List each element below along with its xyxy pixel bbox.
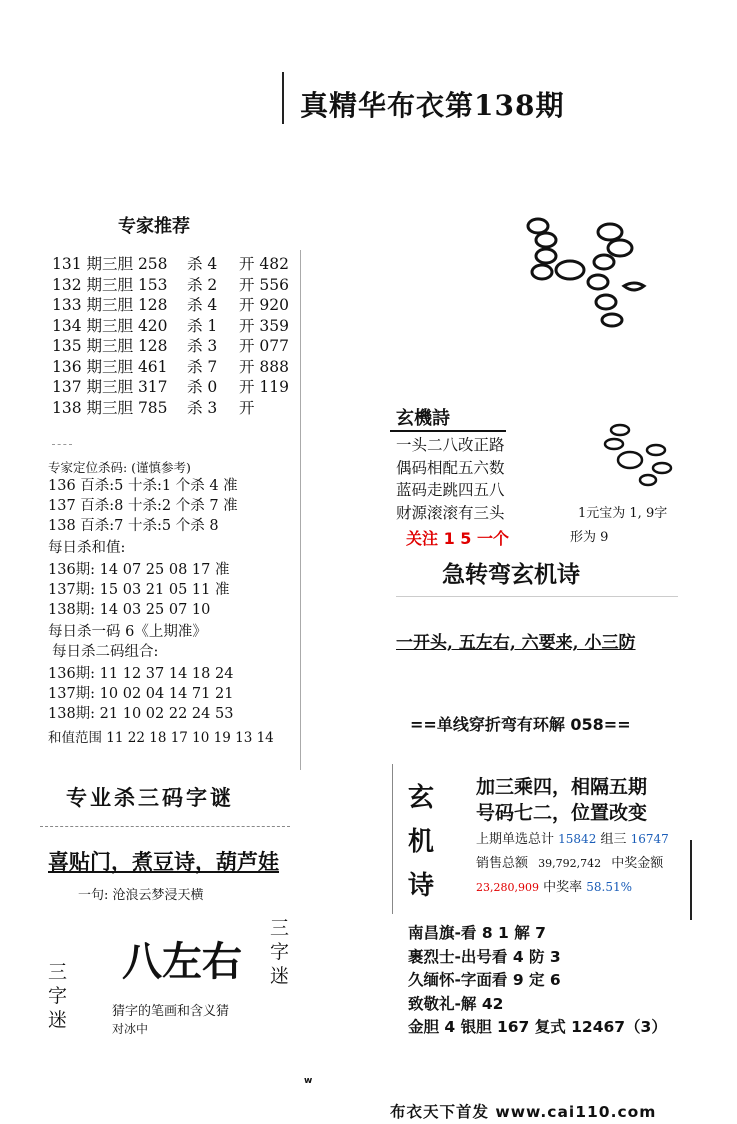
single-line-clue: ==单线穿折弯有环解 058== bbox=[410, 715, 631, 734]
left-edge bbox=[300, 250, 301, 770]
expert-issue: 131 期三胆 258 bbox=[52, 255, 168, 273]
page-title: 真精华布衣第138期 bbox=[300, 89, 565, 122]
divider bbox=[396, 596, 678, 597]
riddle-line: 南昌旗-看 8 1 解 7 bbox=[408, 924, 546, 942]
riddle-line: 裹烈士-出号看 4 防 3 bbox=[408, 947, 561, 966]
rate-value: 58.51% bbox=[586, 880, 633, 894]
expert-kill: 杀 1 bbox=[187, 316, 218, 335]
riddle-banner: 专业杀三码字谜 bbox=[66, 785, 234, 810]
coin-caption-1: 1元宝为 1, 9字 bbox=[578, 506, 668, 521]
expert-open: 开 bbox=[239, 398, 255, 417]
coin-caption-2: 形为 9 bbox=[570, 530, 609, 545]
riddle-line: 金胆 4 银胆 167 复式 12467（3） bbox=[408, 1018, 667, 1036]
riddle-hint: 猜字的笔画和含义猜 bbox=[112, 1004, 230, 1019]
expert-open: 开 482 bbox=[239, 255, 290, 273]
sales-label: 销售总额 bbox=[476, 856, 529, 871]
riddle-line: 致敬礼-解 42 bbox=[408, 994, 504, 1013]
expert-issue: 138 期三胆 785 bbox=[52, 398, 168, 417]
expert-kill: 杀 4 bbox=[187, 296, 218, 314]
expert-row bbox=[52, 275, 302, 296]
divider bbox=[690, 840, 692, 920]
expert-issue: 135 期三胆 128 bbox=[52, 337, 168, 355]
riddle-phrase: 喜贴门，煮豆诗，葫芦娃 bbox=[48, 849, 279, 874]
sum-line: 137期: 15 03 21 05 11 准 bbox=[48, 582, 230, 598]
expert-issue: 137 期三胆 317 bbox=[52, 378, 168, 396]
xuanji-line: 蓝码走跳四五八 bbox=[396, 481, 505, 499]
jizhuanwan-line: 一开头, 五左右, 六要来, 小三防 bbox=[396, 633, 636, 653]
expert-issue: 136 期三胆 461 bbox=[52, 357, 168, 376]
expert-row bbox=[52, 398, 302, 419]
riddle-side-right: 三字迷 bbox=[270, 917, 290, 987]
prize-value: 23,280,909 bbox=[476, 881, 539, 894]
expert-issue: 132 期三胆 153 bbox=[52, 275, 168, 294]
expert-kill: 杀 3 bbox=[187, 337, 218, 355]
sum-heading: 每日杀和值: bbox=[48, 540, 126, 556]
riddle-line: 久缅怀-字面看 9 定 6 bbox=[408, 971, 561, 989]
sum-lines bbox=[48, 560, 229, 620]
expert-open: 开 119 bbox=[239, 378, 290, 396]
riddles-list bbox=[408, 922, 667, 1040]
position-kill-lines bbox=[48, 476, 238, 536]
stat1-value: 15842 bbox=[558, 832, 597, 846]
xuanji-title: 玄機詩 bbox=[390, 404, 506, 432]
position-kill-line: 138 百杀:7 十杀:5 个杀 8 bbox=[48, 518, 219, 534]
expert-open: 开 556 bbox=[239, 275, 290, 294]
expert-row bbox=[52, 357, 302, 378]
expert-issue: 133 期三胆 128 bbox=[52, 296, 168, 314]
expert-kill: 杀 2 bbox=[187, 275, 218, 294]
title-divider bbox=[282, 72, 284, 124]
position-kill-line: 137 百杀:8 十杀:2 个杀 7 准 bbox=[48, 498, 238, 514]
xuanji-focus: 关注 1 5 一个 bbox=[406, 529, 509, 548]
riddle-sentence: 一句: 沧浪云梦浸天横 bbox=[78, 888, 204, 903]
one-code: 每日杀一码 6《上期准》 bbox=[48, 624, 207, 640]
two-code-heading: 每日杀二码组合: bbox=[52, 644, 159, 660]
expert-table bbox=[52, 254, 302, 418]
sum-line: 136期: 14 07 25 08 17 准 bbox=[48, 562, 230, 578]
divider bbox=[392, 764, 393, 914]
expert-kill: 杀 7 bbox=[187, 357, 218, 376]
sales-value: 39,792,742 bbox=[538, 857, 602, 870]
stat2-label: 组三 bbox=[600, 832, 627, 847]
coin-icon bbox=[600, 420, 680, 490]
coin-string-picture bbox=[520, 212, 660, 332]
footer-link[interactable]: 布衣天下首发 www.cai110.com bbox=[390, 1103, 657, 1121]
sum-line: 138期: 14 03 25 07 10 bbox=[48, 602, 211, 618]
expert-row bbox=[52, 316, 302, 337]
stat-line-3 bbox=[476, 876, 632, 895]
position-kill-heading: 专家定位杀码: (谨慎参考) bbox=[48, 460, 191, 475]
expert-issue: 134 期三胆 420 bbox=[52, 316, 168, 335]
sum-range: 和值范围 11 22 18 17 10 19 13 14 bbox=[48, 730, 274, 746]
footer-mark: w bbox=[304, 1076, 313, 1086]
expert-open: 开 888 bbox=[239, 357, 290, 376]
xuanji-line: 财源滚滚有三头 bbox=[396, 503, 505, 522]
riddle-big-word: 八左右 bbox=[122, 938, 242, 985]
expert-kill: 杀 3 bbox=[187, 398, 218, 417]
expert-kill: 杀 4 bbox=[187, 255, 218, 273]
prize-label: 中奖金额 bbox=[611, 856, 664, 871]
xuanji-line: 一头二八改正路 bbox=[396, 436, 505, 454]
stat-line-1 bbox=[476, 828, 669, 847]
rate-label: 中奖率 bbox=[543, 880, 583, 895]
two-code-lines bbox=[48, 664, 233, 724]
jizhuanwan-title: 急转弯玄机诗 bbox=[442, 562, 580, 588]
xuanji-poem-line-2: 号码七二，位置改变 bbox=[476, 802, 648, 824]
stat2-value: 16747 bbox=[630, 832, 669, 846]
riddle-hint2: 对冰中 bbox=[112, 1022, 149, 1036]
expert-open: 开 077 bbox=[239, 337, 290, 355]
expert-row bbox=[52, 254, 302, 275]
stat-line-2 bbox=[476, 852, 663, 871]
expert-row bbox=[52, 336, 302, 357]
xuanji-poem-line-1: 加三乘四，相隔五期 bbox=[476, 776, 648, 798]
stat1-label: 上期单选总计 bbox=[476, 832, 555, 847]
two-code-line: 136期: 11 12 37 14 18 24 bbox=[48, 666, 234, 682]
position-kill-line: 136 百杀:5 十杀:1 个杀 4 准 bbox=[48, 478, 238, 494]
xuanji-vertical: 玄机诗 bbox=[408, 783, 435, 901]
expert-kill: 杀 0 bbox=[187, 378, 218, 396]
two-code-line: 138期: 21 10 02 22 24 53 bbox=[48, 706, 234, 722]
expert-row bbox=[52, 295, 302, 316]
xuanji-lines bbox=[396, 434, 509, 524]
expert-row bbox=[52, 377, 302, 398]
expert-heading: 专家推荐 bbox=[118, 216, 190, 237]
divider bbox=[40, 826, 290, 827]
two-code-line: 137期: 10 02 04 14 71 21 bbox=[48, 686, 234, 702]
expert-open: 开 359 bbox=[239, 316, 290, 335]
divider bbox=[52, 444, 72, 445]
expert-open: 开 920 bbox=[239, 296, 290, 314]
riddle-side-left: 三字迷 bbox=[48, 961, 68, 1031]
xuanji-line: 偶码相配五六数 bbox=[396, 458, 505, 477]
